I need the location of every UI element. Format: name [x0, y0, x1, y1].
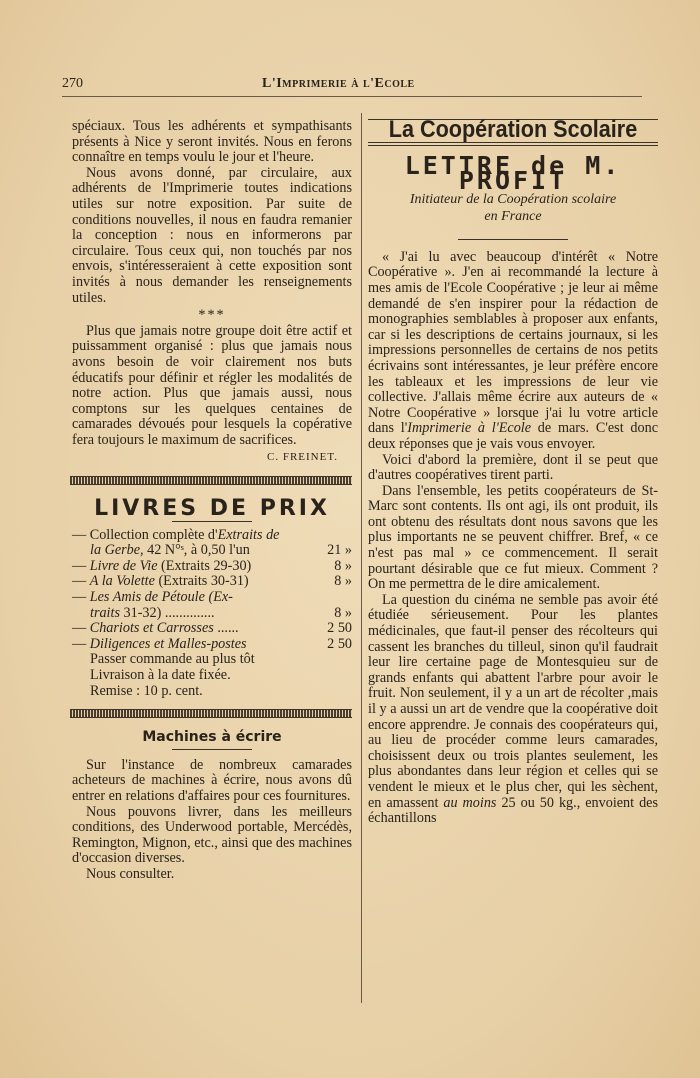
book-detail: (Extraits 29-30): [157, 557, 252, 574]
article-paragraph: Voici d'abord la première, dont il se peut que d'autres coopératives tirent parti.: [368, 451, 658, 484]
left-paragraph: spéciaux. Tous les adhérents et sympathisants présents à Nice y seront invités. Nous en ferons connaître en temps voulu le jour et l'heure.: [72, 118, 352, 166]
book-item: [72, 621, 352, 637]
book-price: 8 »: [334, 573, 352, 590]
order-line: Remise : 10 p. cent.: [90, 682, 203, 699]
order-line: Passer commande au plus tôt: [90, 651, 255, 668]
book-price: 2 50: [327, 635, 352, 652]
book-title: A la Volette: [89, 573, 155, 590]
book-item: [72, 559, 352, 575]
livres-de-prix-heading: LIVRES DE PRIX: [94, 496, 330, 522]
heading-rule: [172, 749, 252, 750]
book-list: [72, 528, 352, 653]
left-paragraph: Nous avons donné, par circulaire, aux adhérents de l'Imprimerie toutes indications utiles sur notre exposition. Par suite de conditions nouvelles, il nous en faudra remanier la conception : nous en informerons par circulaire. Tous ceux qui, non touchés par nos envois, s'intéresseraient à cette exposition sont invités à nous demander les renseignements utiles.: [72, 164, 352, 306]
left-paragraph: Nous consulter.: [86, 865, 175, 882]
book-item: [72, 574, 352, 590]
book-item: [72, 543, 352, 559]
title-rule: [368, 145, 658, 146]
book-detail: 31-32) ..............: [119, 604, 215, 621]
book-prefix: —: [72, 589, 90, 606]
article-paragraph: Dans l'ensemble, les petits coopérateurs de St-Marc sont contents. Ils ont agi, ils ont produit, ils ont obtenu des résultats dont nous savons que les plus importants ne se peuvent chiffrer. Bref, « ce n'est pas mal » ce commencement. Il serait pourtant désirable que ce fut mieux. Comment ? On me permettra de le dire amicalement.: [368, 482, 658, 593]
left-paragraph: Nous pouvons livrer, dans les meilleurs conditions, des Underwood portable, Mercédès, Remington, Mignon, etc., ainsi que des machines d'occasion diverses.: [72, 803, 352, 867]
book-prefix: —: [72, 557, 90, 574]
ornamental-band: [70, 709, 352, 718]
book-title: Livre de Vie: [89, 557, 158, 574]
page-header: [62, 76, 642, 96]
book-title: Extraits de: [217, 526, 280, 543]
left-column: [72, 119, 352, 883]
page-number: 270: [62, 76, 83, 91]
article-title: LETTRE de M. PROFIT: [404, 150, 622, 196]
article-paragraph: La question du cinéma ne semble pas avoir été étudiée sérieusement. Pour les plantes médicinales, que faut-il penser des récolteurs qui cassent les branches du tilleul, sinon qu'il faudrait leur lire certaine page de Montesquieu sur de grands enfants qui abattent l'arbre pour avoir le fruit. Non seulement, il y a un art de récolter ,mais il y a aussi un art de vendre que la coopérative doit encore apprendre. Je connais des coopérateurs qui, au lieu de procéder comme leurs camarades, choisissent deux ou trois plantes seulement, les plus abondantes dans leur région et celles qui se vendent le mieux et le plus cher, qui les sèchent, en amassent au moins 25 ou 50 kg., envoient des échantillons: [368, 591, 658, 827]
book-item: [72, 606, 352, 622]
asterism: ***: [198, 307, 226, 324]
book-price: 2 50: [327, 620, 352, 637]
book-title: Diligences et Malles-postes: [89, 635, 247, 652]
book-price: 21 »: [327, 542, 352, 559]
article-subtitle: Initiateur de la Coopération scolaire: [409, 191, 617, 207]
left-paragraph: Sur l'instance de nombreux camarades acheteurs de machines à écrire, nous avons dû entrer en relations d'affaires pour ces fournitures.: [72, 756, 352, 804]
section-title-box: [368, 116, 658, 143]
order-note: [72, 652, 352, 699]
book-prefix: — Collection complète d': [72, 526, 218, 543]
book-detail: (Extraits 30-31): [154, 573, 249, 590]
book-prefix: —: [72, 573, 90, 590]
article-paragraph: « J'ai lu avec beaucoup d'intérêt « Notre Coopérative ». J'en ai recommandé la lecture à mes amis de l'Ecole Coopérative ; je leur ai même demandé de s'en inspirer pour la rédaction de monographies semblables à proposer aux enfants, car si les descriptions de certains journaux, si les impressions personnelles de certains de nos petits écrivains sont intéressantes, je leur préfère encore les tableaux et les impressions de leur vie collective. J'allais même écrire aux auteurs de « Notre Coopérative » lorsque j'ai lu votre article dans l'Imprimerie à l'Ecole de mars. C'est donc deux réponses que je vais vous envoyer.: [368, 248, 658, 452]
column-divider: [361, 113, 362, 1003]
book-prefix: —: [72, 620, 90, 637]
book-title: la Gerbe: [90, 542, 141, 559]
book-item: [72, 590, 352, 606]
book-price: 8 »: [334, 557, 352, 574]
left-paragraph: Plus que jamais notre groupe doit être actif et puissamment organisé : plus que jamais nous avons besoin de voir clairement nos buts éducatifs pour définir et régler les modalités de notre action. Plus que jamais aussi, nous comptons sur les quelques centaines de camarades dévoués pour lesquels la copérative fera toujours le maximum de sacrifices.: [72, 322, 352, 448]
ornamental-band: [70, 476, 352, 485]
section-title: La Coopération Scolaire: [388, 116, 638, 143]
signature: C. FREINET.: [267, 451, 338, 464]
book-detail: , 42 N°ˢ, à 0,50 l'un: [140, 542, 250, 559]
book-detail: ......: [213, 620, 239, 637]
article-subtitle: en France: [484, 208, 542, 224]
book-item: [72, 637, 352, 653]
book-title: Chariots et Carrosses: [89, 620, 214, 637]
machines-heading: Machines à écrire: [142, 729, 282, 746]
order-line: Livraison à la date fixée.: [90, 667, 231, 683]
book-title: traits: [90, 604, 120, 621]
book-title: Les Amis de Pétoule (Ex-: [89, 589, 233, 606]
article-rule: [458, 239, 568, 240]
book-item: [72, 528, 352, 544]
book-prefix: —: [72, 635, 90, 652]
book-price: 8 »: [334, 604, 352, 621]
header-rule: [62, 96, 642, 97]
right-column: [368, 116, 658, 827]
running-title: L'Imprimerie à l'Ecole: [262, 76, 415, 91]
